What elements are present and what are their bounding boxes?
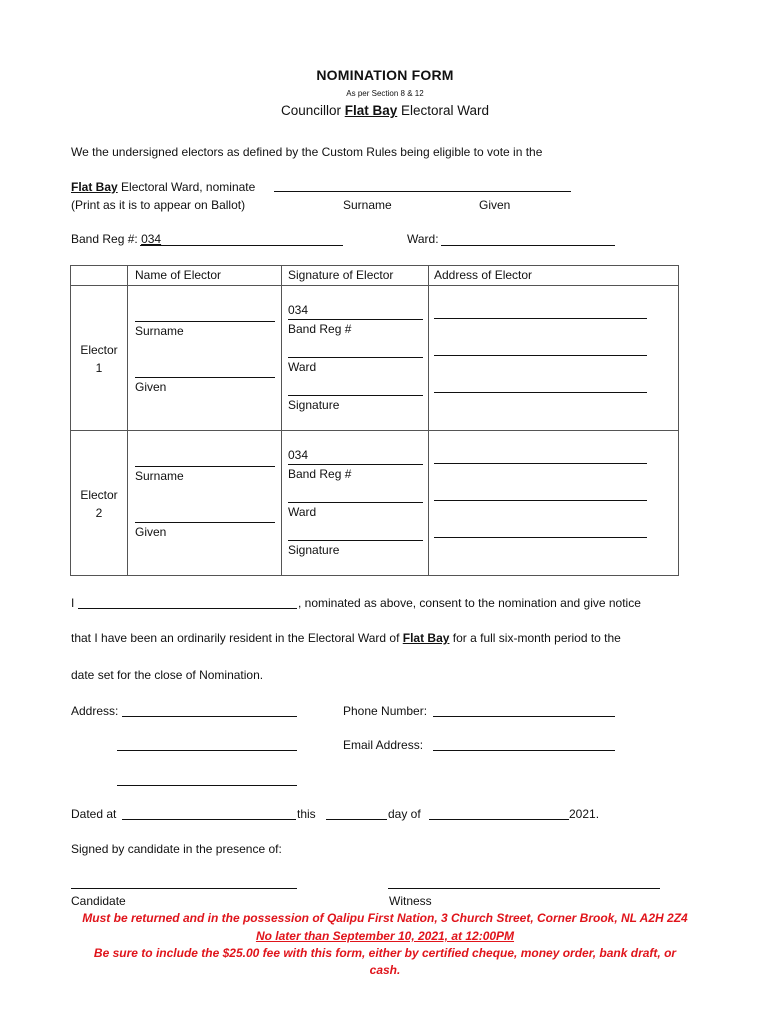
- col-signature-header: Signature of Elector: [288, 268, 394, 282]
- nominee-field[interactable]: [274, 191, 571, 192]
- dated-at-label: Dated at: [71, 807, 117, 821]
- ward-label: Ward:: [407, 232, 439, 246]
- elector-2-given-field[interactable]: [135, 522, 275, 523]
- elector-1-address-line-3[interactable]: [434, 392, 647, 393]
- witness-signature-field[interactable]: [388, 888, 660, 889]
- elector-1-signature-label: Signature: [288, 398, 340, 412]
- elector-1-signature-cell: [282, 286, 429, 431]
- col-address-header: Address of Elector: [434, 268, 533, 282]
- header-blank-cell: [71, 266, 128, 286]
- dated-this-label: this: [297, 807, 316, 821]
- heading-prefix: Councillor: [280, 103, 345, 118]
- elector-2-label-cell: [71, 431, 128, 576]
- header-address-cell: [429, 266, 679, 286]
- email-field[interactable]: [433, 750, 615, 751]
- elector-2-surname-field[interactable]: [135, 466, 275, 467]
- elector-2-name-cell: [128, 431, 282, 576]
- intro-ward-name: Flat Bay: [71, 180, 118, 194]
- elector-1-surname-field[interactable]: [135, 321, 275, 322]
- elector-2-address-line-3[interactable]: [434, 537, 647, 538]
- band-reg-text: Band Reg #:: [71, 232, 142, 246]
- heading-suffix: Electoral Ward: [397, 103, 490, 118]
- elector-1-label-cell: [71, 286, 128, 431]
- address-field-3[interactable]: [117, 785, 297, 786]
- witness-label: Witness: [389, 894, 432, 908]
- elector-1-address-line-2[interactable]: [434, 355, 647, 356]
- dated-day-of-label: day of: [388, 807, 421, 821]
- intro-line-2: [71, 180, 255, 194]
- table-header-row: [71, 266, 679, 286]
- consent-i: I: [71, 596, 75, 610]
- consent-ward-name: Flat Bay: [402, 631, 450, 645]
- consent-line-2: [71, 631, 621, 645]
- elector-2-ward-field[interactable]: [288, 502, 423, 503]
- elector-2-label-text: Elector: [80, 488, 118, 502]
- band-reg-label: [71, 232, 161, 246]
- elector-1-surname-label: Surname: [135, 324, 184, 338]
- email-label: Email Address:: [343, 738, 424, 752]
- elector-2-label: [71, 486, 127, 522]
- elector-1-band-value: 034: [288, 303, 309, 317]
- header-name-cell: [128, 266, 282, 286]
- dated-place-field[interactable]: [122, 819, 296, 820]
- elector-table: [70, 265, 679, 576]
- elector-2-address-line-1[interactable]: [434, 463, 647, 464]
- elector-1-signature-field[interactable]: [288, 395, 423, 396]
- form-title: NOMINATION FORM: [316, 67, 454, 83]
- elector-1-address-line-1[interactable]: [434, 318, 647, 319]
- band-reg-value: 034: [141, 232, 162, 246]
- band-reg-field[interactable]: [140, 245, 343, 246]
- address-label: Address:: [71, 704, 119, 718]
- elector-1-address-cell: [429, 286, 679, 431]
- phone-field[interactable]: [433, 716, 615, 717]
- elector-1-label: [71, 341, 127, 377]
- col-name-header: Name of Elector: [135, 268, 222, 282]
- heading-ward: Flat Bay: [344, 103, 398, 118]
- notice-fee-end: cash.: [369, 963, 401, 977]
- elector-1-ward-field[interactable]: [288, 357, 423, 358]
- header-signature-cell: [282, 266, 429, 286]
- table-row: [71, 286, 679, 431]
- elector-2-band-field[interactable]: [288, 464, 423, 465]
- elector-2-band-label: Band Reg #: [288, 467, 352, 481]
- address-field-1[interactable]: [122, 716, 297, 717]
- elector-2-given-label: Given: [135, 525, 167, 539]
- dated-month-field[interactable]: [429, 819, 569, 820]
- table-row: [71, 431, 679, 576]
- elector-2-address-line-2[interactable]: [434, 500, 647, 501]
- elector-1-given-field[interactable]: [135, 377, 275, 378]
- consent-line-2-start: that I have been an ordinarily resident in the Electoral Ward of: [71, 631, 403, 645]
- elector-2-signature-label: Signature: [288, 543, 340, 557]
- elector-2-signature-cell: [282, 431, 429, 576]
- intro-nominate: Electoral Ward, nominate: [117, 180, 256, 194]
- consent-line-1: , nominated as above, consent to the nomination and give notice: [298, 596, 641, 610]
- phone-label: Phone Number:: [343, 704, 428, 718]
- nominee-surname-label: Surname: [343, 198, 392, 212]
- candidate-label: Candidate: [71, 894, 126, 908]
- candidate-signature-field[interactable]: [71, 888, 297, 889]
- elector-1-number: 1: [95, 361, 103, 375]
- elector-1-label-text: Elector: [80, 343, 118, 357]
- address-field-2[interactable]: [117, 750, 297, 751]
- form-heading: [0, 103, 770, 118]
- notice-fee: Be sure to include the $25.00 fee with this form, either by certified cheque, money order, bank draft, or: [93, 946, 677, 960]
- elector-1-ward-label: Ward: [288, 360, 317, 374]
- consent-line-3: date set for the close of Nomination.: [71, 668, 264, 682]
- dated-day-field[interactable]: [326, 819, 387, 820]
- notice-return-address: Must be returned and in the possession of Qalipu First Nation, 3 Church Street, Corner Brook, NL A2H 2Z4: [82, 911, 688, 925]
- elector-1-given-label: Given: [135, 380, 167, 394]
- notice-deadline: No later than September 10, 2021, at 12:00PM: [255, 929, 515, 943]
- elector-2-surname-label: Surname: [135, 469, 184, 483]
- candidate-name-field[interactable]: [78, 608, 297, 609]
- elector-2-signature-field[interactable]: [288, 540, 423, 541]
- consent-line-2-end: for a full six-month period to the: [449, 631, 621, 645]
- elector-2-number: 2: [95, 506, 103, 520]
- print-note: (Print as it is to appear on Ballot): [71, 198, 246, 212]
- nominee-given-label: Given: [479, 198, 511, 212]
- signed-presence-text: Signed by candidate in the presence of:: [71, 842, 282, 856]
- elector-2-band-value: 034: [288, 448, 309, 462]
- ward-field[interactable]: [441, 245, 615, 246]
- form-subtitle: As per Section 8 & 12: [346, 89, 424, 98]
- elector-2-ward-label: Ward: [288, 505, 317, 519]
- dated-year-label: 2021.: [569, 807, 600, 821]
- elector-1-band-field[interactable]: [288, 319, 423, 320]
- elector-1-name-cell: [128, 286, 282, 431]
- elector-1-band-label: Band Reg #: [288, 322, 352, 336]
- intro-line-1: We the undersigned electors as defined by the Custom Rules being eligible to vote in the: [71, 145, 543, 159]
- elector-2-address-cell: [429, 431, 679, 576]
